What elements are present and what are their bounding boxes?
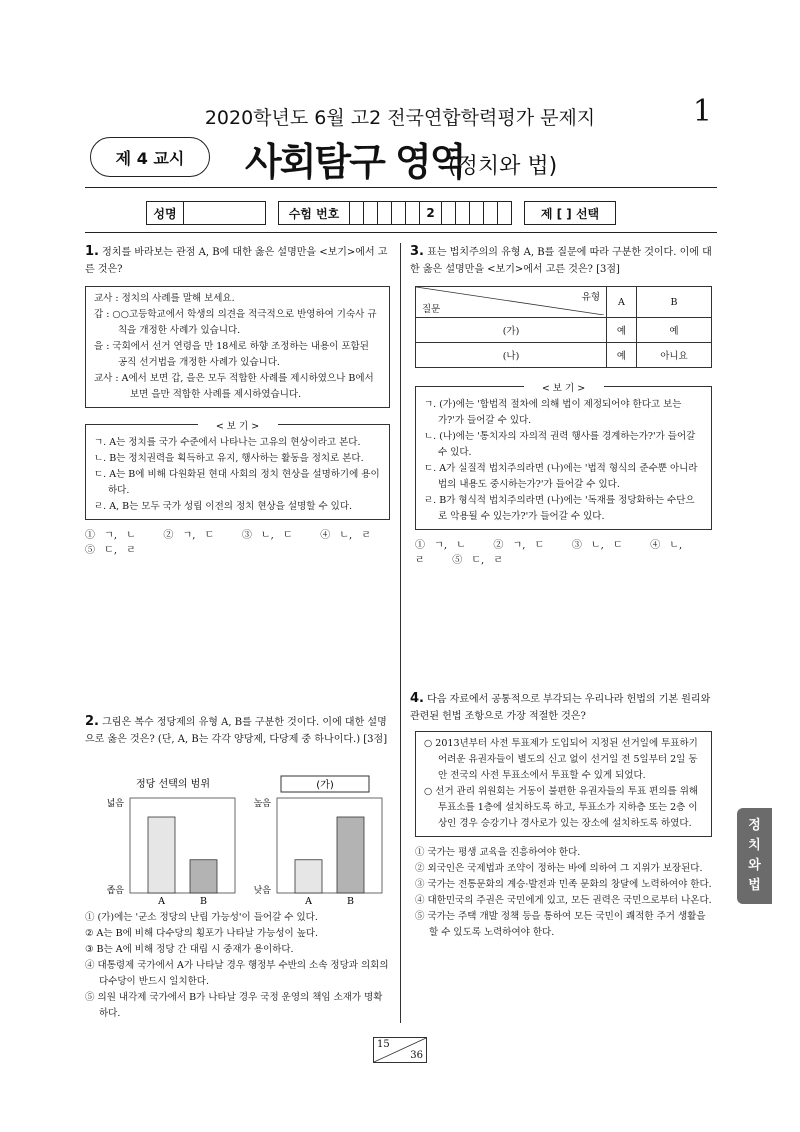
x-tick-label: A bbox=[305, 896, 312, 907]
exam-no-box[interactable] bbox=[364, 201, 378, 225]
choice-3[interactable]: ③ B는 A에 비해 정당 간 대립 시 중재가 용이하다. bbox=[85, 944, 294, 955]
exam-no-box[interactable] bbox=[406, 201, 420, 225]
choices bbox=[415, 536, 717, 566]
choice-1[interactable]: ① ㄱ, ㄴ bbox=[415, 540, 466, 551]
choice-1[interactable]: ① 국가는 평생 교육을 진흥하여야 한다. bbox=[415, 847, 581, 858]
side-tab-char: 법 bbox=[748, 878, 761, 893]
x-tick-label: B bbox=[200, 896, 207, 907]
row-question: (가) bbox=[416, 318, 607, 343]
choice-2[interactable]: ② 외국인은 국제법과 조약이 정하는 바에 의하여 그 지위가 보장된다. bbox=[415, 863, 703, 874]
question-2-choices bbox=[85, 910, 390, 1022]
exam-no-box[interactable] bbox=[350, 201, 364, 225]
id-row bbox=[146, 201, 616, 225]
column-divider bbox=[400, 243, 401, 1023]
corner-diagonal bbox=[416, 287, 604, 315]
bogi-item: ㄴ. (나)에는 '통치자의 자의적 권력 행사를 경계하는가?'가 들어갈 수 있다. bbox=[424, 431, 696, 458]
exam-no-box[interactable] bbox=[392, 201, 406, 225]
choice-1[interactable]: ① ㄱ, ㄴ bbox=[85, 530, 136, 541]
exam-title: 2020학년도 6월 고2 전국연합학력평가 문제지 bbox=[204, 107, 596, 129]
corner-question: 질문 bbox=[422, 304, 441, 315]
col-header-b: B bbox=[636, 287, 711, 318]
dialogue-line: 을 : 국회에서 선거 연령을 만 18세로 하향 조정하는 내용이 포함된 공직 선거법을 개정한 사례가 있습니다. bbox=[94, 341, 369, 368]
cell-b: 예 bbox=[636, 318, 711, 343]
page-total: 36 bbox=[410, 1050, 423, 1061]
question-4 bbox=[410, 690, 717, 941]
side-tab-char: 정 bbox=[748, 818, 761, 833]
subject-subtitle: (정치와 법) bbox=[448, 154, 558, 179]
cell-b: 아니요 bbox=[636, 343, 711, 368]
bogi-item: ㄴ. B는 정치권력을 획득하고 유지, 행사하는 활동을 정치로 본다. bbox=[94, 453, 364, 464]
question-number: 3. bbox=[410, 244, 424, 259]
choice-2[interactable]: ② ㄱ, ㄷ bbox=[163, 530, 215, 541]
table-corner bbox=[416, 287, 607, 318]
y-tick-label: 낮음 bbox=[253, 886, 271, 896]
exam-no-digit: 2 bbox=[420, 201, 442, 225]
choice-label: 제 [ ] 선택 bbox=[524, 201, 616, 225]
question-3 bbox=[410, 243, 717, 566]
page-counter bbox=[373, 1037, 427, 1063]
bar-B bbox=[337, 817, 364, 893]
choice-5[interactable]: ⑤ 국가는 주택 개발 정책 등을 통하여 모든 국민이 쾌적한 주거 생활을 할 수 있도록 노력하여야 한다. bbox=[415, 911, 706, 938]
question-1 bbox=[85, 243, 390, 556]
side-tab-char: 치 bbox=[748, 838, 761, 853]
choice-4[interactable]: ④ ㄴ, ㄹ bbox=[320, 530, 372, 541]
bar-A bbox=[295, 860, 322, 893]
source-item: ○ 2013년부터 사전 투표제가 도입되어 지정된 선거일에 투표하기 어려운 유권자들이 별도의 신고 없이 선거일 전 5일부터 2일 동안 전국의 사전 투표소에서 투표할 수 있게 되었다. bbox=[424, 738, 698, 781]
plot-frame bbox=[277, 798, 382, 893]
subject-side-tab bbox=[737, 808, 772, 904]
bogi-item: ㄹ. A, B는 모두 국가 성립 이전의 정치 현상을 설명할 수 있다. bbox=[94, 501, 353, 512]
source-box bbox=[415, 731, 712, 837]
x-tick-label: A bbox=[158, 896, 165, 907]
name-label: 성명 bbox=[146, 201, 184, 225]
choice-4[interactable]: ④ 대통령제 국가에서 A가 나타날 경우 행정부 수반의 소속 정당과 의회의 다수당이 반드시 일치한다. bbox=[85, 960, 389, 987]
bogi-item: ㄷ. A가 실질적 법치주의라면 (나)에는 '법적 형식의 준수뿐 아니라 법의 내용도 중시하는가?'가 들어갈 수 있다. bbox=[424, 463, 698, 490]
choice-3[interactable]: ③ ㄴ, ㄷ bbox=[241, 530, 293, 541]
exam-no-label: 수험 번호 bbox=[278, 201, 350, 225]
exam-no-box[interactable] bbox=[378, 201, 392, 225]
table-row bbox=[416, 318, 712, 343]
question-number: 2. bbox=[85, 714, 99, 729]
bogi-item: ㄱ. (가)에는 '합법적 절차에 의해 법이 제정되어야 한다고 보는가?'가 들어갈 수 있다. bbox=[424, 399, 682, 426]
corner-type: 유형 bbox=[581, 292, 600, 303]
name-field[interactable] bbox=[184, 201, 266, 225]
choice-4[interactable]: ④ ㄴ, ㄹ bbox=[415, 540, 683, 566]
period-label: 제 4 교시 bbox=[90, 137, 210, 177]
y-tick-label: 높음 bbox=[253, 799, 271, 809]
question-text: 다음 자료에서 공통적으로 부각되는 우리나라 헌법의 기본 원리와 관련된 헌법 조항으로 가장 적절한 것은? bbox=[410, 694, 711, 722]
bar-B bbox=[190, 860, 217, 893]
right-chart-title: (가) bbox=[316, 780, 334, 791]
exam-no-box[interactable] bbox=[442, 201, 456, 225]
rule-of-law-table bbox=[415, 286, 712, 368]
bogi-item: ㄷ. A는 B에 비해 다원화된 현대 사회의 정치 현상을 설명하기에 용이하다. bbox=[94, 469, 380, 496]
page-current: 15 bbox=[377, 1039, 390, 1050]
left-chart-title: 정당 선택의 범위 bbox=[136, 779, 210, 790]
bogi-item: ㄱ. A는 정치를 국가 수준에서 나타나는 고유의 현상이라고 본다. bbox=[94, 437, 361, 448]
party-charts bbox=[85, 773, 390, 908]
table-row bbox=[416, 343, 712, 368]
plot-frame bbox=[130, 798, 235, 893]
choice-2[interactable]: ② ㄱ, ㄷ bbox=[493, 540, 545, 551]
left-chart bbox=[107, 797, 235, 907]
dialogue-line: 교사 : A에서 보면 갑, 을은 모두 적합한 사례를 제시하였으나 B에서 보면 을만 적합한 사례를 제시하였습니다. bbox=[94, 373, 374, 400]
right-chart bbox=[254, 798, 382, 907]
choice-3[interactable]: ③ ㄴ, ㄷ bbox=[571, 540, 623, 551]
choice-5[interactable]: ⑤ ㄷ, ㄹ bbox=[452, 555, 504, 566]
bar-A bbox=[148, 817, 175, 893]
id-rule bbox=[85, 232, 717, 233]
exam-no-box[interactable] bbox=[456, 201, 470, 225]
exam-no-box[interactable] bbox=[498, 201, 512, 225]
bogi-title: < 보 기 > bbox=[524, 381, 604, 397]
choices bbox=[85, 526, 390, 556]
question-number: 4. bbox=[410, 691, 424, 706]
question-number: 1. bbox=[85, 244, 99, 259]
choice-1[interactable]: ① (가)에는 '군소 정당의 난립 가능성'이 들어갈 수 있다. bbox=[85, 912, 318, 923]
exam-no-box[interactable] bbox=[484, 201, 498, 225]
cell-a: 예 bbox=[607, 343, 637, 368]
page-number: 1 bbox=[692, 94, 712, 129]
choice-5[interactable]: ⑤ ㄷ, ㄹ bbox=[85, 545, 136, 556]
choice-5[interactable]: ⑤ 의원 내각제 국가에서 B가 나타날 경우 국정 운영의 책임 소재가 명확하다. bbox=[85, 992, 383, 1019]
question-text: 표는 법치주의의 유형 A, B를 질문에 따라 구분한 것이다. 이에 대한 옳은 설명만을 <보기>에서 고른 것은? [3점] bbox=[410, 247, 712, 275]
row-question: (나) bbox=[416, 343, 607, 368]
dialogue-line: 교사 : 정치의 사례를 말해 보세요. bbox=[94, 293, 235, 304]
source-item: ○ 선거 관리 위원회는 거동이 불편한 유권자들의 투표 편의를 위해 투표소를 1층에 설치하도록 하고, 투표소가 지하층 또는 2층 이상인 경우 승강기나 경사로가 있는 장소에 설치하도록 하였다. bbox=[424, 786, 699, 829]
y-tick-label: 좁음 bbox=[106, 886, 124, 896]
bogi-box bbox=[85, 421, 390, 520]
question-text: 그림은 복수 정당제의 유형 A, B를 구분한 것이다. 이에 대한 설명으로 옳은 것은? (단, A, B는 각각 양당제, 다당제 중 하나이다.) [3점] bbox=[85, 717, 388, 745]
exam-no-box[interactable] bbox=[470, 201, 484, 225]
side-tab-char: 와 bbox=[748, 858, 761, 873]
cell-a: 예 bbox=[607, 318, 637, 343]
subject-title: 사회탐구 영역 bbox=[245, 140, 465, 184]
col-header-a: A bbox=[607, 287, 637, 318]
choice-3[interactable]: ③ 국가는 전통문화의 계승·발전과 민족 문화의 창달에 노력하여야 한다. bbox=[415, 879, 712, 890]
question-2 bbox=[85, 713, 390, 748]
bogi-title: < 보 기 > bbox=[198, 419, 278, 435]
bogi-item: ㄹ. B가 형식적 법치주의라면 (나)에는 '독재를 정당화하는 수단으로 악용될 수 있는가?'가 들어갈 수 있다. bbox=[424, 495, 695, 522]
header-rule bbox=[85, 187, 717, 188]
dialogue-line: 갑 : ○○고등학교에서 학생의 의견을 적극적으로 반영하여 기숙사 규칙을 개정한 사례가 있습니다. bbox=[94, 309, 377, 336]
dialogue-box bbox=[85, 286, 390, 408]
choices bbox=[415, 845, 717, 941]
bogi-box bbox=[415, 383, 712, 530]
y-tick-label: 넓음 bbox=[106, 799, 124, 809]
question-text: 정치를 바라보는 관점 A, B에 대한 옳은 설명만을 <보기>에서 고른 것은? bbox=[85, 247, 388, 275]
choice-4[interactable]: ④ 대한민국의 주권은 국민에게 있고, 모든 권력은 국민으로부터 나온다. bbox=[415, 895, 712, 906]
choice-2[interactable]: ② A는 B에 비해 다수당의 횡포가 나타날 가능성이 높다. bbox=[85, 928, 319, 939]
x-tick-label: B bbox=[347, 896, 354, 907]
